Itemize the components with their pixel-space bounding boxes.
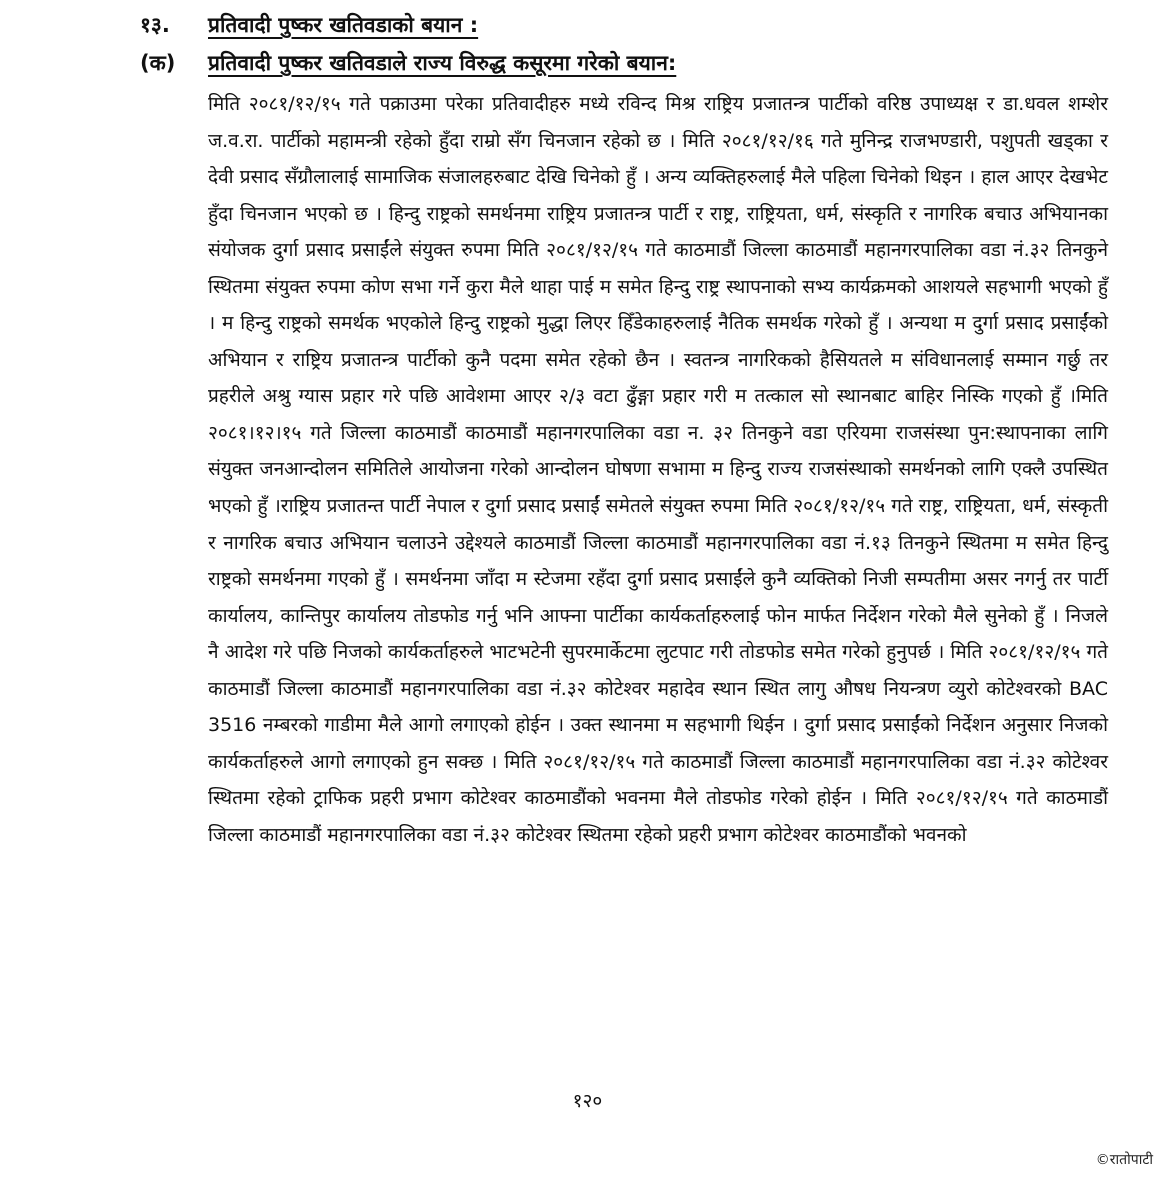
- copyright-watermark: ©रातोपाटी: [1095, 1152, 1153, 1168]
- section-title: प्रतिवादी पुष्कर खतिवडाको बयान :: [208, 13, 479, 37]
- section-heading: [0, 6, 1175, 44]
- subsection-marker: (क): [140, 51, 176, 75]
- page-number: १२०: [572, 1090, 603, 1112]
- subsection-heading: [0, 44, 1175, 82]
- subsection-title: प्रतिवादी पुष्कर खतिवडाले राज्य विरुद्ध कसूरमा गरेको बयान:: [208, 51, 677, 75]
- statement-body: मिति २०८१/१२/१५ गते पक्राउमा परेका प्रतिवादीहरु मध्ये रविन्द मिश्र राष्ट्रिय प्रजातन्त्र पार्टीको वरिष्ठ उपाध्यक्ष र डा.धवल शम्शेर ज.व.रा. पार्टीको महामन्त्री रहेको हुँदा राम्रो सँग चिनजान रहेको छ । मिति २०८१/१२/१६ गते मुनिन्द्र राजभण्डारी, पशुपती खड्का र देवी प्रसाद सँग्रौलालाई सामाजिक संजालहरुबाट देखि चिनेको हुँ । अन्य व्यक्तिहरुलाई मैले पहिला चिनेको थिइन । हाल आएर देखभेट हुँदा चिनजान भएको छ । हिन्दु राष्ट्रको समर्थनमा राष्ट्रिय प्रजातन्त्र पार्टी र राष्ट्र, राष्ट्रियता, धर्म, संस्कृति र नागरिक बचाउ अभियानका संयोजक दुर्गा प्रसाद प्रसाईंले संयुक्त रुपमा मिति २०८१/१२/१५ गते काठमाडौं जिल्ला काठमाडौं महानगरपालिका वडा नं.३२ तिनकुने स्थितमा संयुक्त रुपमा कोण सभा गर्ने कुरा मैले थाहा पाई म समेत हिन्दु राष्ट्र स्थापनाको सभ्य कार्यक्रमको आशयले सहभागी भएको हुँ । म हिन्दु राष्ट्रको समर्थक भएकोले हिन्दु राष्ट्रको मुद्धा लिएर हिँडेकाहरुलाई नैतिक समर्थक गरेको हुँ । अन्यथा म दुर्गा प्रसाद प्रसाईंको अभियान र राष्ट्रिय प्रजातन्त्र पार्टीको कुनै पदमा समेत रहेको छैन । स्वतन्त्र नागरिकको हैसियतले म संविधानलाई सम्मान गर्छु तर प्रहरीले अश्रु ग्यास प्रहार गरे पछि आवेशमा आएर २/३ वटा ढुँङ्गा प्रहार गरी म तत्काल सो स्थानबाट बाहिर निस्कि गएको हुँ ।मिति २०८१।१२।१५ गते जिल्ला काठमाडौं काठमाडौं महानगरपालिका वडा न. ३२ तिनकुने वडा एरियमा राजसंस्था पुन:स्थापनाका लागि संयुक्त जनआन्दोलन समितिले आयोजना गरेको आन्दोलन घोषणा सभामा म हिन्दु राज्य राजसंस्थाको समर्थनको लागि एक्लै उपस्थित भएको हुँ ।राष्ट्रिय प्रजातन्त पार्टी नेपाल र दुर्गा प्रसाद प्रसाईं समेतले संयुक्त रुपमा मिति २०८१/१२/१५ गते राष्ट्र, राष्ट्रियता, धर्म, संस्कृती र नागरिक बचाउ अभियान चलाउने उद्देश्यले काठमाडौं जिल्ला काठमाडौं महानगरपालिका वडा नं.१३ तिनकुने स्थितमा म समेत हिन्दु राष्ट्रको समर्थनमा गएको हुँ । समर्थनमा जाँदा म स्टेजमा रहँदा दुर्गा प्रसाद प्रसाईंले कुनै व्यक्तिको निजी सम्पतीमा असर नगर्नु तर पार्टी कार्यालय, कान्तिपुर कार्यालय तोडफोड गर्नु भनि आफ्ना पार्टीका कार्यकर्ताहरुलाई फोन मार्फत निर्देशन गरेको मैले सुनेको हुँ । निजले नै आदेश गरे पछि निजको कार्यकर्ताहरुले भाटभटेनी सुपरमार्केटमा लुटपाट गरी तोडफोड समेत गरेको हुनुपर्छ । मिति २०८१/१२/१५ गते काठमाडौं जिल्ला काठमाडौं महानगरपालिका वडा नं.३२ कोटेश्वर महादेव स्थान स्थित लागु औषध नियन्त्रण व्युरो कोटेश्वरको BAC 3516 नम्बरको गाडीमा मैले आगो लगाएको होईन । उक्त स्थानमा म सहभागी थिईन । दुर्गा प्रसाद प्रसाईंको निर्देशन अनुसार निजको कार्यकर्ताहरुले आगो लगाएको हुन सक्छ । मिति २०८१/१२/१५ गते काठमाडौं जिल्ला काठमाडौं महानगरपालिका वडा नं.३२ कोटेश्वर स्थितमा रहेको ट्राफिक प्रहरी प्रभाग कोटेश्वर काठमाडौंको भवनमा मैले तोडफोड गरेको होईन । मिति २०८१/१२/१५ गते काठमाडौं जिल्ला काठमाडौं महानगरपालिका वडा नं.३२ कोटेश्वर स्थितमा रहेको प्रहरी प्रभाग कोटेश्वर काठमाडौंको भवनको: [208, 93, 1108, 846]
- section-number: १३.: [140, 13, 170, 37]
